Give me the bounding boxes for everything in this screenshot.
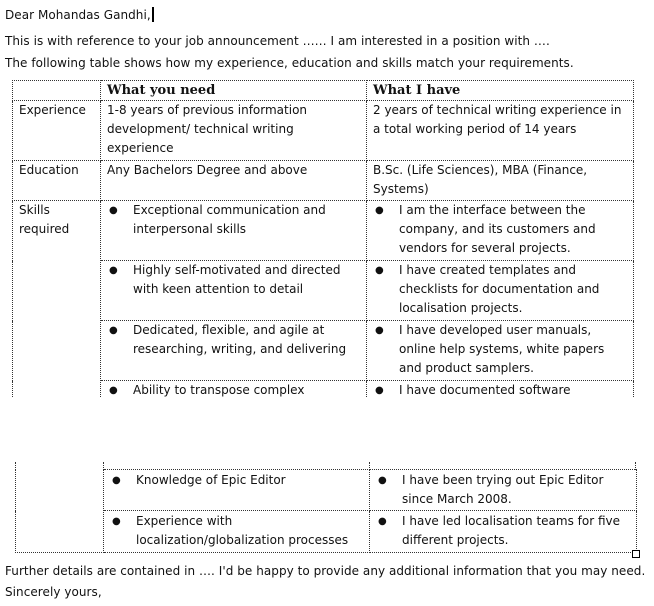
bullet-icon: ● [375,325,384,336]
table-row-skill [13,261,634,321]
bullet-icon: ● [375,205,384,216]
skill-need-text: Experience with localization/globalization processes [136,514,349,547]
skill-need-text: Highly self-motivated and directed with keen attention to detail [133,263,341,296]
row-label-education[interactable]: Education [13,161,101,201]
table-row-education [13,161,634,201]
skill-have-text: I have created templates and checklists for documentation and localisation projects. [399,263,600,315]
row-label-skills[interactable]: Skills required [13,201,101,399]
skill-need-cell[interactable] [104,470,370,511]
bullet-icon: ● [378,516,387,527]
skill-need-text: Exceptional communication and interpersonal skills [133,203,326,236]
table-row-skill [13,201,634,261]
skill-have-text: I have been trying out Epic Editor since March 2008. [402,473,604,506]
table-resize-handle[interactable] [632,550,640,558]
header-what-you-need[interactable]: What you need [101,81,367,101]
salutation: Dear Mohandas Gandhi, [5,8,151,22]
bullet-icon: ● [109,205,118,216]
table-row-skill [16,470,637,511]
skill-have-cell[interactable] [367,381,634,399]
row-label-skills-continued[interactable] [16,470,104,553]
closing-paragraph[interactable]: Further details are contained in …. I'd be happy to provide any additional information that you may need. [5,564,646,578]
education-have[interactable]: B.Sc. (Life Sciences), MBA (Finance, Systems) [367,161,634,201]
table-row-skill [13,381,634,399]
table-header-row [13,81,634,101]
skill-have-cell[interactable] [370,511,637,553]
header-what-i-have[interactable]: What I have [367,81,634,101]
row-label-experience[interactable]: Experience [13,101,101,161]
table-row-experience [13,101,634,161]
skills-match-table [12,80,634,398]
skill-have-cell[interactable] [367,321,634,381]
skill-need-text: Ability to transpose complex [133,383,305,397]
skill-need-cell[interactable] [101,201,367,261]
skill-need-cell[interactable] [101,381,367,399]
bullet-icon: ● [378,475,387,486]
skill-have-cell[interactable] [367,201,634,261]
skill-have-cell[interactable] [370,470,637,511]
experience-need[interactable]: 1-8 years of previous information development/ technical writing experience [101,101,367,161]
skill-have-text: I have led localisation teams for five different projects. [402,514,621,547]
skill-have-text: I have documented software [399,383,571,397]
skill-need-cell[interactable] [104,511,370,553]
table-row-skill [13,321,634,381]
header-blank[interactable] [13,81,101,101]
skill-have-text: I am the interface between the company, and its customers and vendors for several projects. [399,203,596,255]
sign-off[interactable]: Sincerely yours, [5,585,102,599]
bullet-icon: ● [109,385,118,396]
skill-have-cell[interactable] [367,261,634,321]
experience-have[interactable]: 2 years of technical writing experience in a total working period of 14 years [367,101,634,161]
bullet-icon: ● [109,265,118,276]
table-intro-paragraph[interactable]: The following table shows how my experience, education and skills match your requirements. [5,56,574,70]
skill-have-text: I have developed user manuals, online help systems, white papers and product samplers. [399,323,605,375]
bullet-icon: ● [109,325,118,336]
intro-paragraph[interactable]: This is with reference to your job announcement …… I am interested in a position with …. [5,34,550,48]
skill-need-cell[interactable] [101,321,367,381]
bullet-icon: ● [112,516,121,527]
bullet-icon: ● [375,265,384,276]
skill-need-text: Knowledge of Epic Editor [136,473,286,487]
table-row-skill [16,511,637,553]
bullet-icon: ● [375,385,384,396]
bullet-icon: ● [112,475,121,486]
education-need[interactable]: Any Bachelors Degree and above [101,161,367,201]
skills-match-table-continued [15,469,637,553]
skill-need-cell[interactable] [101,261,367,321]
skill-need-text: Dedicated, flexible, and agile at researching, writing, and delivering [133,323,347,356]
